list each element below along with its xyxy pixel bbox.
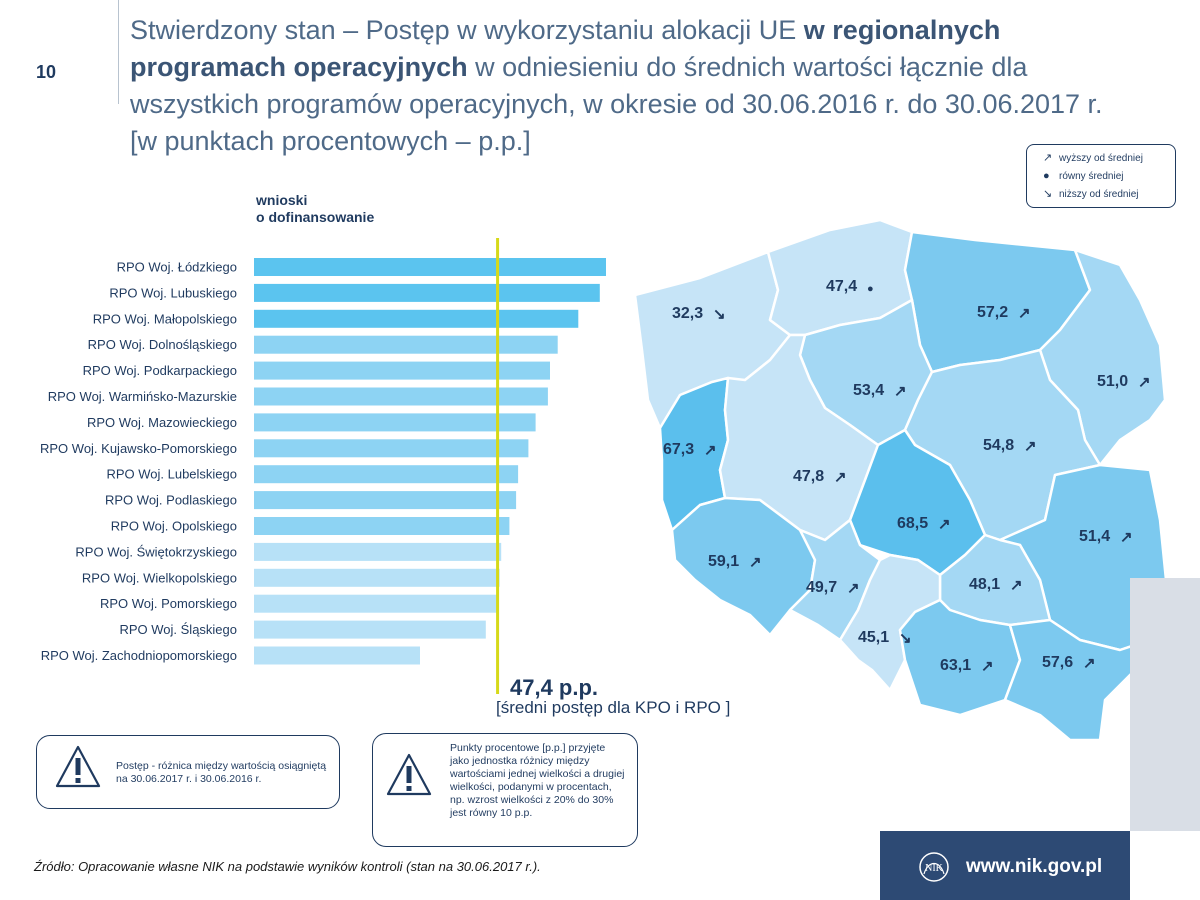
bar-category-label: RPO Woj. Podlaskiego xyxy=(105,492,237,508)
arrow-down-right-icon: ↘ xyxy=(899,630,912,647)
legend-label-lower: niższy od średniej xyxy=(1059,189,1139,200)
title-part-1: Stwierdzony stan – Postęp w wykorzystaniu alokacji UE xyxy=(130,15,804,45)
bar-category-label: RPO Woj. Lubuskiego xyxy=(109,285,237,301)
map-value-label: 32,3 xyxy=(672,305,704,322)
bar xyxy=(254,258,606,276)
map-value-label: 49,7 xyxy=(806,579,838,596)
bar xyxy=(254,439,528,457)
note-points-text: Punkty procentowe [p.p.] przyjęte jako jednostka różnicy między wartościami jednej wielkości a drugiej wielkości, podanymi w procentach, np. wzrost wielkości z 20% do 30% jest równy 10 p.p. xyxy=(450,742,625,819)
map-value-label: 48,1 xyxy=(969,576,1001,593)
legend-item-lower xyxy=(1043,187,1138,201)
bar-category-label: RPO Woj. Opolskiego xyxy=(110,518,237,534)
map-value-label: 47,8 xyxy=(793,468,825,485)
warning-icon xyxy=(55,744,101,790)
bar xyxy=(254,336,558,354)
bar-category-label: RPO Woj. Mazowieckiego xyxy=(86,414,237,430)
arrow-up-right-icon: ↗ xyxy=(1018,305,1031,322)
arrow-up-right-icon: ↗ xyxy=(1120,529,1133,546)
bar-category-label: RPO Woj. Zachodniopomorskiego xyxy=(40,648,237,663)
nik-logo xyxy=(912,850,956,884)
arrow-up-right-icon: ↗ xyxy=(847,580,860,597)
bar-category-label: RPO Woj. Wielkopolskiego xyxy=(81,570,237,586)
bar xyxy=(254,647,420,665)
bar-category-label: RPO Woj. Małopolskiego xyxy=(92,311,237,327)
bar-category-label: RPO Woj. Łódzkiego xyxy=(116,259,237,275)
bar xyxy=(254,310,578,328)
map-value-label: 57,2 xyxy=(977,304,1009,321)
nik-logo-text: NIK xyxy=(925,863,943,874)
page-number: 10 xyxy=(36,62,57,82)
note-progress-text: Postęp - różnica między wartością osiągniętą na 30.06.2017 r. i 30.06.2016 r. xyxy=(116,760,327,785)
map-value-label: 53,4 xyxy=(853,382,885,399)
bar-chart xyxy=(0,0,620,720)
bar-category-label: RPO Woj. Pomorskiego xyxy=(99,596,237,612)
bar-category-label: RPO Woj. Kujawsko-Pomorskiego xyxy=(40,440,237,456)
bar xyxy=(254,388,548,406)
arrow-up-right-icon: ↗ xyxy=(894,383,907,400)
map-value-label: 68,5 xyxy=(897,515,929,532)
bar xyxy=(254,595,498,613)
source-note: Źródło: Opracowanie własne NIK na podstawie wyników kontroli (stan na 30.06.2017 r.). xyxy=(34,859,541,874)
mean-value: 47,4 p.p. xyxy=(510,675,599,700)
decorative-block xyxy=(1130,578,1200,831)
map-value-label: 57,6 xyxy=(1042,654,1074,671)
poland-map xyxy=(620,210,1180,750)
map-legend xyxy=(1026,144,1176,208)
map-value-label: 51,4 xyxy=(1079,528,1111,545)
bar-category-label: RPO Woj. Świętokrzyskiego xyxy=(75,544,237,560)
arrow-up-right-icon: ↗ xyxy=(834,469,847,486)
map-value-label: 47,4 xyxy=(826,278,858,295)
bar-category-label: RPO Woj. Podkarpackiego xyxy=(82,363,237,379)
title-bold: w regionalnych programach operacyjnych xyxy=(130,15,1001,82)
bar-category-label: RPO Woj. Lubelskiego xyxy=(106,466,237,482)
arrow-up-right-icon: ↗ xyxy=(1138,374,1151,391)
legend-item-higher xyxy=(1043,151,1143,165)
map-value-label: 54,8 xyxy=(983,437,1015,454)
legend-label-higher: wyższy od średniej xyxy=(1059,153,1143,164)
map-value-label: 67,3 xyxy=(663,441,695,458)
bar xyxy=(254,569,500,587)
arrow-up-right-icon: ↗ xyxy=(938,516,951,533)
legend-label-equal: równy średniej xyxy=(1059,171,1124,182)
arrow-down-right-icon: ↘ xyxy=(1043,188,1053,200)
bar xyxy=(254,517,509,535)
arrow-up-right-icon: ↗ xyxy=(981,658,994,675)
bar xyxy=(254,543,501,561)
bar xyxy=(254,413,536,431)
arrow-up-right-icon: ↗ xyxy=(749,554,762,571)
legend-item-equal xyxy=(1043,169,1123,183)
mean-label: [średni postęp dla KPO i RPO ] xyxy=(496,698,731,717)
bar xyxy=(254,491,516,509)
map-value-label: 63,1 xyxy=(940,657,972,674)
bar-category-label: RPO Woj. Warmińsko-Mazurskie xyxy=(47,389,237,404)
bar xyxy=(254,362,550,380)
bar xyxy=(254,621,486,639)
map-value-label: 45,1 xyxy=(858,629,890,646)
map-value-label: 51,0 xyxy=(1097,373,1129,390)
arrow-up-right-icon: ↗ xyxy=(1024,438,1037,455)
arrow-up-right-icon: ↗ xyxy=(1010,577,1023,594)
title-part-2: w odniesieniu do średnich wartości łącznie dla wszystkich programów operacyjnych, w okresie od 30.06.2016 r. do 30.06.2017 r. [w punktach procentowych – p.p.] xyxy=(130,52,1103,156)
bar xyxy=(254,284,600,302)
arrow-up-right-icon: ↗ xyxy=(704,442,717,459)
chart-heading-line-1: wnioski xyxy=(256,192,308,208)
website-link[interactable]: www.nik.gov.pl xyxy=(966,856,1103,877)
warning-icon xyxy=(386,752,432,798)
map-value-label: 59,1 xyxy=(708,553,740,570)
bar xyxy=(254,465,518,483)
chart-heading-line-2: o dofinansowanie xyxy=(256,209,375,225)
arrow-up-right-icon: ↗ xyxy=(1043,152,1053,164)
bar-category-label: RPO Woj. Dolnośląskiego xyxy=(87,337,237,353)
arrow-up-right-icon: ↗ xyxy=(1083,655,1096,672)
arrow-down-right-icon: ↘ xyxy=(713,306,726,323)
dot-icon: ● xyxy=(867,283,874,295)
dot-icon: ● xyxy=(1043,170,1050,182)
bar-category-label: RPO Woj. Śląskiego xyxy=(119,622,237,638)
